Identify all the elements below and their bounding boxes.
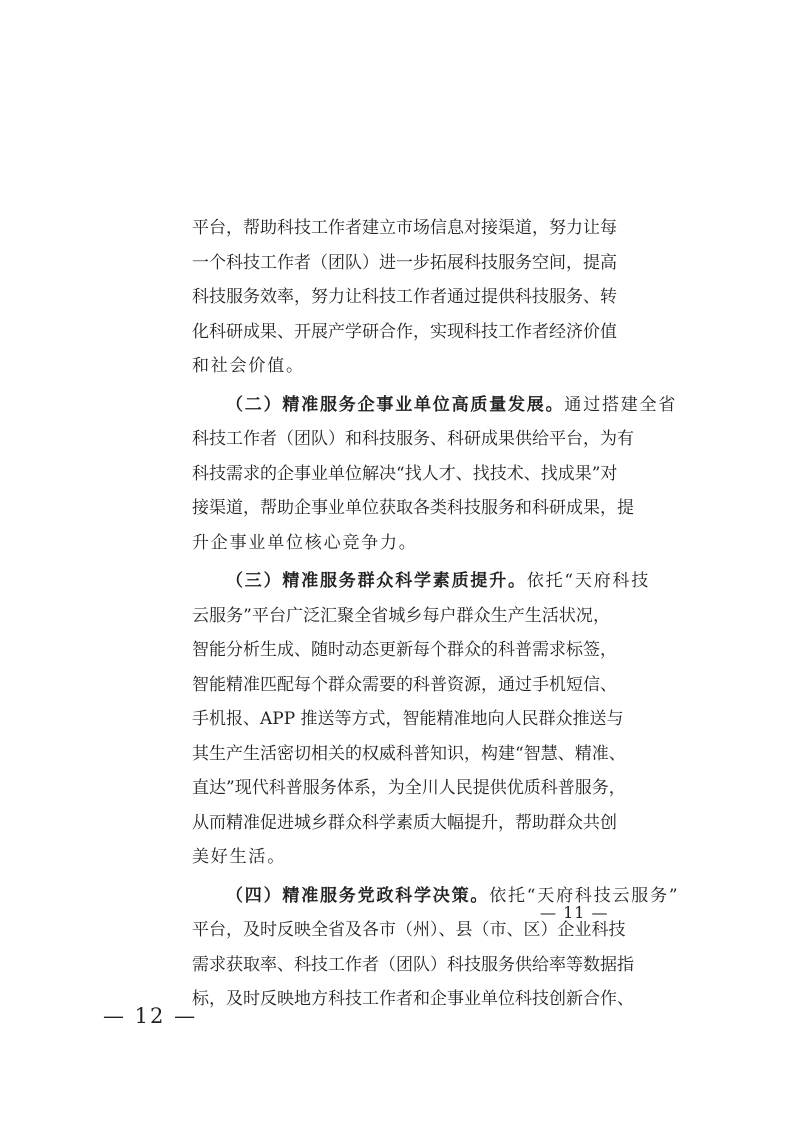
text-line: 科技工作者（团队）和科技服务、科研成果供给平台，为有: [192, 429, 634, 449]
text-line: 云服务”平台广泛汇聚全省城乡每户群众生产生活状况，: [192, 605, 610, 626]
text-line: 一个科技工作者（团队）进一步拓展科技服务空间，提高: [192, 252, 617, 273]
text-line: 智能精准匹配每个群众需要的科普资源，通过手机短信、: [192, 674, 617, 695]
text-line: 科技服务效率，努力让科技工作者通过提供科技服务、转: [192, 287, 617, 307]
text-line: 直达”现代科普服务体系，为全川人民提供优质科普服务，: [192, 778, 626, 798]
text-segment: 依托“天府科技云服务”: [489, 885, 680, 906]
section-heading: （三）精准服务群众科学素质提升。: [226, 571, 527, 591]
text-line: 平台，及时反映全省及各市（州）、县（市、区）企业科技: [192, 920, 626, 940]
section-heading: （二）精准服务企事业单位高质量发展。: [226, 394, 565, 415]
text-line: 平台，帮助科技工作者建立市场信息对接渠道，努力让每: [192, 218, 617, 238]
text-segment: 通过搭建全省: [564, 394, 678, 415]
page-number-inner: — 11 —: [540, 903, 609, 922]
text-line: 和社会价值。: [192, 356, 305, 376]
text-line: 从而精准促进城乡群众科学素质大幅提升，帮助群众共创: [192, 812, 617, 833]
text-line: 化科研成果、开展产学研合作，实现科技工作者经济价值: [192, 321, 617, 342]
text-line: 智能分析生成、随时动态更新每个群众的科普需求标签，: [192, 640, 617, 660]
text-line: 需求获取率、科技工作者（团队）科技服务供给率等数据指: [192, 954, 634, 975]
text-line: 科技需求的企事业单位解决“找人才、找技术、找成果”对: [192, 463, 618, 484]
paragraph-first-line: [192, 388, 678, 423]
document-body: [192, 211, 680, 1017]
section-heading: （四）精准服务党政科学决策。: [226, 885, 490, 906]
text-line: 其生产生活密切相关的权威科普知识，构建“智慧、精准、: [192, 743, 626, 764]
text-line: 标，及时反映地方科技工作者和企事业单位科技创新合作、: [192, 989, 634, 1009]
text-line: 接渠道，帮助企事业单位获取各类科技服务和科研成果，提: [192, 498, 634, 518]
text-segment: 依托“天府科技: [526, 571, 651, 591]
text-line: 升企事业单位核心竞争力。: [192, 532, 418, 553]
text-line: 美好生活。: [192, 847, 286, 867]
page-number-outer: — 12 —: [103, 1004, 198, 1028]
text-line: 手机报、APP 推送等方式，智能精准地向人民群众推送与: [192, 709, 624, 729]
paragraph-first-line: [192, 564, 651, 599]
